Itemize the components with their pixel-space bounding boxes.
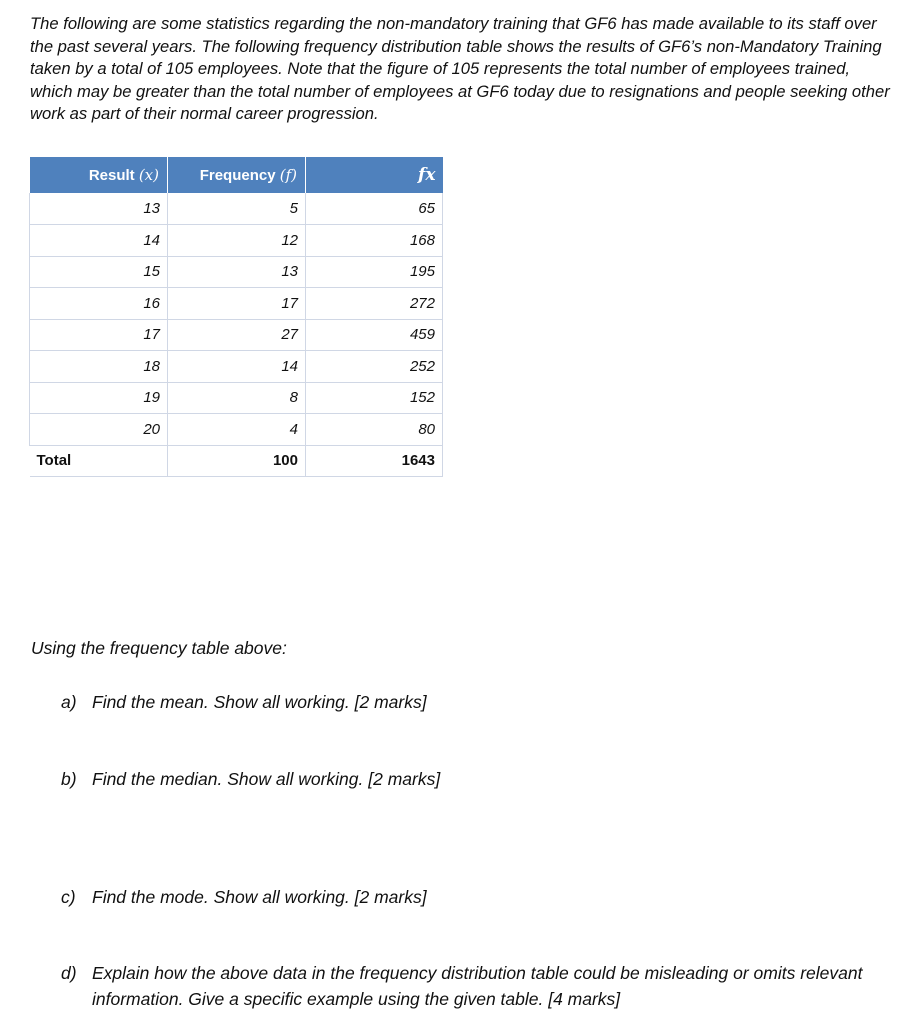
header-fx: fx <box>306 157 443 193</box>
cell-x: 17 <box>30 319 168 351</box>
table-row <box>30 414 443 446</box>
table-header-row <box>30 157 443 193</box>
cell-f: 4 <box>168 414 306 446</box>
cell-fx: 459 <box>306 319 443 351</box>
question-text: Find the mean. Show all working. [2 marks] <box>92 692 427 712</box>
question-b <box>61 766 881 792</box>
table-total-row <box>30 445 443 477</box>
frequency-table-container <box>29 157 443 477</box>
cell-fx: 195 <box>306 256 443 288</box>
cell-f: 8 <box>168 382 306 414</box>
question-letter: b) <box>61 769 77 789</box>
question-d <box>61 960 881 1012</box>
question-letter: c) <box>61 887 76 907</box>
cell-x: 15 <box>30 256 168 288</box>
cell-f: 5 <box>168 193 306 225</box>
question-text: Explain how the above data in the frequency distribution table could be misleading or omits relevant information. Give a specific example using the given table. [4 marks] <box>92 963 863 1009</box>
total-fx: 1643 <box>306 445 443 477</box>
header-result-symbol: (x) <box>138 166 159 184</box>
cell-fx: 252 <box>306 351 443 383</box>
total-label: Total <box>30 445 168 477</box>
header-frequency-symbol: (f) <box>279 166 297 184</box>
cell-x: 14 <box>30 225 168 257</box>
question-c <box>61 884 881 910</box>
table-row <box>30 256 443 288</box>
table-row <box>30 288 443 320</box>
cell-fx: 168 <box>306 225 443 257</box>
table-row <box>30 193 443 225</box>
cell-x: 20 <box>30 414 168 446</box>
cell-f: 12 <box>168 225 306 257</box>
total-f: 100 <box>168 445 306 477</box>
intro-paragraph: The following are some statistics regarding the non-mandatory training that GF6 has made available to its staff over the past several years. The following frequency distribution table shows the results of GF6’s non-Mandatory Training taken by a total of 105 employees. Note that the figure of 105 represents the total number of employees trained, which may be greater than the total number of employees at GF6 today due to resignations and people seeking other work as part of their normal career progression. <box>30 14 890 124</box>
cell-fx: 65 <box>306 193 443 225</box>
cell-x: 13 <box>30 193 168 225</box>
cell-f: 13 <box>168 256 306 288</box>
cell-x: 19 <box>30 382 168 414</box>
frequency-table <box>29 157 443 477</box>
header-frequency <box>168 157 306 193</box>
cell-f: 27 <box>168 319 306 351</box>
cell-f: 17 <box>168 288 306 320</box>
question-text: Find the median. Show all working. [2 marks] <box>92 769 441 789</box>
question-text: Find the mode. Show all working. [2 marks] <box>92 887 427 907</box>
table-row <box>30 225 443 257</box>
cell-fx: 152 <box>306 382 443 414</box>
cell-f: 14 <box>168 351 306 383</box>
question-letter: d) <box>61 963 77 983</box>
table-row <box>30 382 443 414</box>
cell-fx: 272 <box>306 288 443 320</box>
header-result-label: Result <box>88 167 135 184</box>
cell-x: 16 <box>30 288 168 320</box>
cell-fx: 80 <box>306 414 443 446</box>
cell-x: 18 <box>30 351 168 383</box>
header-result <box>30 157 168 193</box>
header-frequency-label: Frequency <box>199 167 276 184</box>
question-letter: a) <box>61 692 77 712</box>
table-row <box>30 351 443 383</box>
table-row <box>30 319 443 351</box>
questions-prompt: Using the frequency table above: <box>31 638 287 658</box>
question-a <box>61 689 881 715</box>
